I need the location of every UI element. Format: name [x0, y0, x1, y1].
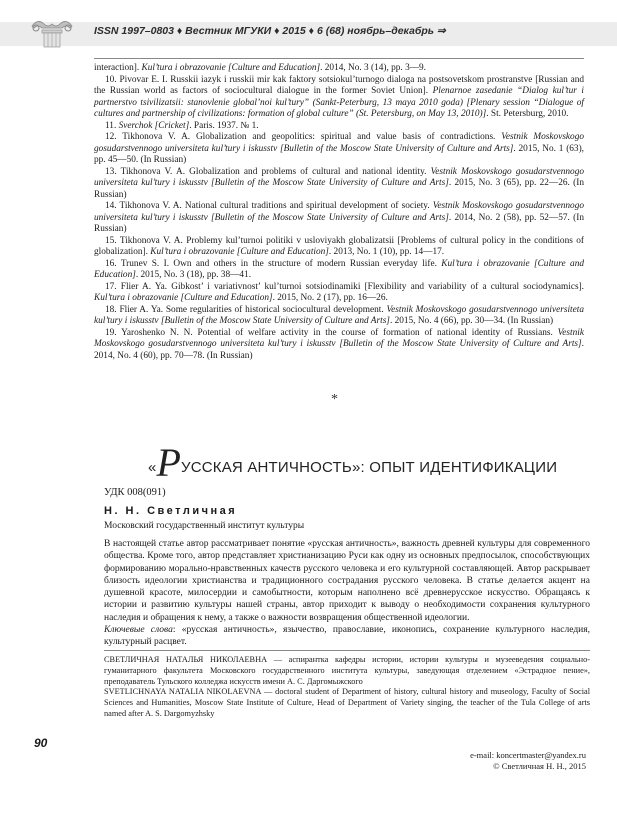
- reference-source: Vestnik Moskovskogo gosudarstvennogo universiteta kul’tury i iskusstv [Bulletin of the Moscow State University of Culture and Arts]: [94, 304, 584, 326]
- reference-text: 13. Tikhonova V. A. Globalization and problems of cultural and national identity.: [105, 166, 431, 177]
- reference-text: . 2014, No. 2 (58), pp. 52—57. (In Russian): [94, 212, 584, 234]
- reference-text: . Paris. 1937. № 1.: [189, 120, 259, 131]
- reference-text: 10. Pivovar E. I. Russkii iazyk i russkii mir kak faktory sotsiokul’turnogo dialoga na postsovetskom prostranstve [Russian and the Russian world as factors of sociocultural dialogue in the former Soviet Union].: [94, 74, 584, 96]
- column-capital-icon: [30, 16, 74, 50]
- reference-source: Sverchok [Cricket]: [118, 120, 190, 131]
- article-title: [148, 440, 578, 485]
- contact-info: [380, 750, 586, 772]
- reference-item: [94, 328, 584, 363]
- keywords-label: Ключевые слова: [104, 625, 173, 636]
- reference-text: 15. Tikhonova V. A. Problemy kul’turnoi politiki v usloviyakh globalizatsii [Problems of cultural policy in the conditions of globalization].: [94, 235, 584, 257]
- reference-source: Kul’tura i obrazovanie [Culture and Education]: [150, 247, 329, 257]
- reference-source: Vestnik Moskovskogo gosudarstvennogo universiteta kul’tury i iskusstv [Bulletin of the Moscow State University of Culture and Arts]: [94, 327, 584, 349]
- reference-text: . 2014, No. 3 (14), pp. 3—9.: [320, 63, 426, 73]
- reference-text: 17. Flier A. Ya. Gibkost’ i variativnost’ kul’turnoi sotsiodinamiki [Flexibility and variability of a cultural sociodynamics].: [105, 281, 584, 292]
- reference-item: [94, 201, 584, 236]
- udk-code: УДК 008(091): [104, 487, 166, 498]
- reference-text: 16. Trunev S. I. Own and others in the structure of modern Russian everyday life.: [105, 258, 442, 269]
- reference-source: Plenarnoe zasedanie “Dialog kul’tur i partnerstvo tsivilizatsii: stanovlenie global’noi kul’tury” (Sankt-Peterburg, 13 maya 2010 goda) [Plenary session “Dialogue of cultures and partnership of civilizations: formation of global culture” (St. Petersburg, on May 13, 2010)]: [94, 86, 585, 119]
- reference-text: . 2015, No. 1 (63), pp. 45—50. (In Russian): [94, 143, 585, 165]
- author-bio: [104, 655, 590, 720]
- references-list: [94, 63, 584, 362]
- reference-text: . 2014, No. 4 (60), pp. 70—78. (In Russian): [94, 339, 584, 361]
- reference-item: [94, 167, 584, 202]
- reference-source: Vestnik Moskovskogo gosudarstvennogo universiteta kul’tury i iskusstv [Bulletin of the Moscow State University of Culture and Arts]: [94, 166, 584, 188]
- reference-text: . 2015, No. 2 (17), pp. 16—26.: [272, 293, 388, 303]
- reference-text: . St. Petersburg, 2010.: [486, 109, 569, 119]
- header-rule: [94, 58, 584, 59]
- abstract-text: В настоящей статье автор рассматривает понятие «русская античность», важность древней культуры для современного общества. Кроме того, автор представляет христианизацию Руси как одну из основных предпосылок, способствующих формированию морально-нравственных качеств русского человека и его культурной составляющей. Автор раскрывает близость идеологии христианства и традиционного сострадания русского человека. В статье делается акцент на душевной красоте, милосердии и самобытности, которым наполнено всё древнерусское искусство. Обращаясь к истории и развитию культуры нашей страны, автор приходит к выводу о необходимости сохранения культурного наследия и обращения к нему, а также о важности возвращения общественной идеологии.: [104, 539, 590, 623]
- reference-item: [94, 236, 584, 259]
- journal-header-text: ISSN 1997–0803 ♦ Вестник МГУКИ ♦ 2015 ♦ 6 (68) ноябрь–декабрь ⇒: [94, 25, 446, 37]
- reference-text: 12. Tikhonova V. A. Globalization and geopolitics: spiritual and value basis of contradictions.: [105, 132, 502, 142]
- abstract: [104, 538, 590, 649]
- author-bio-ru: СВЕТЛИЧНАЯ НАТАЛЬЯ НИКОЛАЕВНА — аспирантка кафедры истории, истории культуры и музееведения социально-гуманитарного факультета Московского государственного института культуры, заведующая отделением «Эстрадное пение», преподаватель Тульского колледжа искусств имени А. С. Даргомыжского: [104, 655, 590, 686]
- page-number: 90: [34, 736, 48, 750]
- reference-text: . 2015, No. 3 (18), pp. 38—41.: [135, 270, 252, 280]
- reference-item: [94, 305, 584, 328]
- author-bio-en: SVETLICHNAYA NATALIA NIKOLAEVNA — doctoral student of Department of history, cultural history and museology, Faculty of Social Sciences and Humanities, Moscow State Institute of Culture, Head of Department of Variety singing, the teacher of the Tula College of arts named after A. S. Dargomyzhsky: [104, 687, 590, 718]
- title-text: УССКАЯ АНТИЧНОСТЬ»: ОПЫТ ИДЕНТИФИКАЦИИ: [180, 459, 558, 476]
- title-initial-letter: Р: [156, 440, 181, 485]
- reference-item: [94, 121, 584, 133]
- page-header: [0, 0, 617, 58]
- author-institution: Московский государственный институт культуры: [104, 521, 305, 531]
- keywords-text: : «русская античность», язычество, православие, иконопись, сохранение культурного наследия, культурный расцвет.: [104, 625, 590, 648]
- reference-text: 19. Yaroshenko N. N. Potential of welfare activity in the course of formation of national identity of Russians.: [105, 327, 558, 338]
- contact-email[interactable]: e-mail: koncertmaster@yandex.ru: [470, 750, 586, 760]
- author-name: Н. Н. Светличная: [104, 505, 238, 517]
- reference-item: [94, 132, 584, 167]
- bio-separator: [104, 650, 590, 651]
- reference-text: 18. Flier A. Ya. Some regularities of historical sociocultural development.: [105, 304, 387, 315]
- keywords: [104, 624, 590, 649]
- title-open-quote: «: [148, 459, 157, 476]
- reference-source: Kul’tura i obrazovanie [Culture and Education]: [94, 293, 273, 303]
- reference-text: . 2015, No. 3 (65), pp. 22—26. (In Russian): [94, 178, 584, 200]
- section-separator-star: *: [331, 392, 338, 407]
- reference-text: 14. Tikhonova V. A. National cultural traditions and spiritual development of society.: [105, 201, 433, 211]
- reference-item: [94, 63, 584, 75]
- reference-source: Kul’tura i obrazovanie [Culture and Education]: [94, 258, 584, 280]
- reference-source: Vestnik Moskovskogo gosudarstvennogo universiteta kul’tury i iskusstv [Bulletin of the Moscow State University of Culture and Arts]: [94, 132, 585, 154]
- reference-item: [94, 259, 584, 282]
- reference-source: Kul’tura i obrazovanie [Culture and Education]: [141, 63, 321, 73]
- reference-text: . 2015, No. 4 (66), pp. 30—34. (In Russian): [389, 316, 554, 326]
- reference-item: [94, 75, 584, 121]
- reference-text: 11.: [105, 120, 119, 131]
- copyright: © Светличная Н. Н., 2015: [493, 761, 586, 771]
- reference-text: interaction].: [94, 63, 142, 73]
- reference-text: . 2013, No. 1 (10), pp. 14—17.: [328, 247, 445, 257]
- reference-source: Vestnik Moskovskogo gosudarstvennogo universiteta kul’tury i iskusstv [Bulletin of the Moscow State University of Culture and Arts]: [94, 201, 584, 223]
- reference-item: [94, 282, 584, 305]
